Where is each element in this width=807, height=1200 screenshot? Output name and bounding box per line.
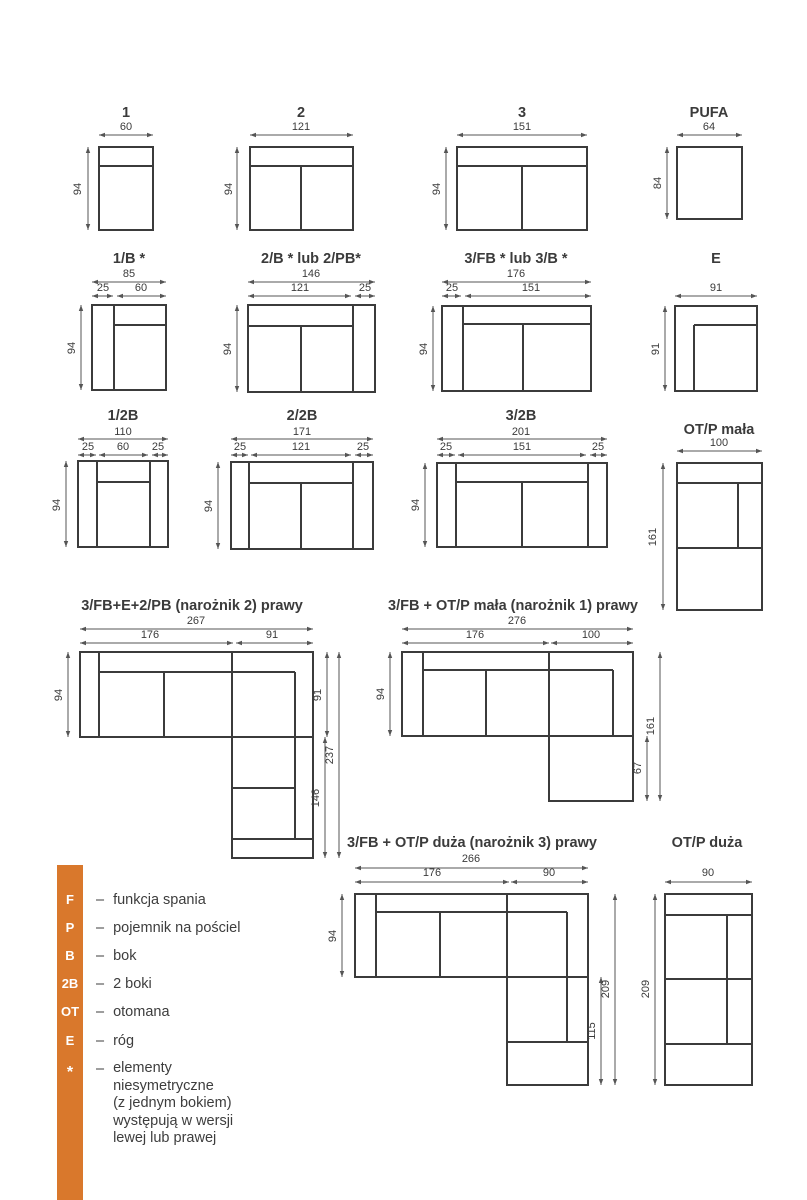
dim-arrow — [665, 147, 669, 153]
legend-key-e: E — [65, 1033, 75, 1048]
dim-label: 267 — [186, 615, 206, 627]
module-32b — [410, 408, 607, 547]
dim-arrow — [645, 795, 649, 801]
dim-arrow — [235, 224, 239, 230]
dim-arrow — [653, 1079, 657, 1085]
dim-label: 171 — [292, 426, 312, 438]
dim-label: 209 — [600, 979, 612, 999]
dim-arrow — [511, 880, 517, 884]
dim-label: 25 — [591, 441, 605, 453]
dim-arrow — [337, 852, 341, 858]
dim-label: 25 — [151, 441, 165, 453]
dim-arrow — [601, 453, 607, 457]
dim-arrow — [503, 880, 509, 884]
dim-label: 94 — [51, 498, 63, 512]
dim-label: 25 — [96, 282, 110, 294]
module-naroznik-1 — [375, 598, 662, 801]
dim-arrow — [107, 294, 113, 298]
dim-arrow — [325, 731, 329, 737]
module-e — [650, 251, 757, 391]
dim-arrow — [551, 641, 557, 645]
module-outline — [677, 147, 742, 219]
module-12b — [51, 408, 168, 547]
dim-arrow — [307, 627, 313, 631]
legend-desc-line: występują w wersji — [113, 1112, 234, 1129]
dim-arrow — [345, 294, 351, 298]
legend-desc: otomana — [113, 1004, 170, 1020]
dim-arrow — [340, 971, 344, 977]
dim-arrow — [79, 305, 83, 311]
dim-arrow — [677, 449, 683, 453]
dim-label: 266 — [461, 853, 481, 865]
legend-desc: 2 boki — [113, 976, 152, 992]
dim-arrow — [402, 627, 408, 631]
dim-arrow — [99, 133, 105, 137]
dim-arrow — [736, 133, 742, 137]
dim-label: 176 — [506, 268, 526, 280]
module-2b — [222, 251, 375, 392]
dim-arrow — [92, 294, 98, 298]
dim-label: 91 — [709, 282, 723, 294]
module-outline — [248, 305, 375, 392]
module-outline — [402, 652, 633, 801]
dim-arrow — [160, 280, 166, 284]
dim-arrow — [653, 894, 657, 900]
dim-arrow — [677, 133, 683, 137]
dim-label: 209 — [640, 979, 652, 999]
dim-arrow — [340, 894, 344, 900]
module-22b — [203, 408, 373, 549]
dim-arrow — [160, 294, 166, 298]
legend-desc-multiline — [113, 1060, 233, 1148]
dim-arrow — [162, 453, 168, 457]
dim-label: 121 — [290, 282, 310, 294]
dim-arrow — [457, 133, 463, 137]
dash: – — [96, 920, 105, 936]
dim-arrow — [345, 453, 351, 457]
dim-arrow — [99, 453, 105, 457]
dim-arrow — [355, 866, 361, 870]
dim-arrow — [80, 641, 86, 645]
dim-arrow — [582, 866, 588, 870]
dim-arrow — [585, 294, 591, 298]
legend-key-p: P — [65, 920, 75, 935]
module-outline — [99, 147, 153, 230]
module-1b — [66, 251, 166, 390]
dim-label: 25 — [81, 441, 95, 453]
dim-arrow — [627, 641, 633, 645]
dim-arrow — [658, 652, 662, 658]
dim-label: 94 — [418, 342, 430, 356]
dim-label: 91 — [312, 688, 324, 702]
dim-label: 91 — [650, 342, 662, 356]
dim-label: 90 — [701, 867, 715, 879]
dim-label: 121 — [291, 441, 311, 453]
dim-arrow — [665, 213, 669, 219]
dim-arrow — [613, 894, 617, 900]
dim-label: 60 — [119, 121, 133, 133]
dim-label: 176 — [422, 867, 442, 879]
dim-arrow — [658, 795, 662, 801]
dim-arrow — [661, 463, 665, 469]
dim-label: 176 — [140, 629, 160, 641]
dim-arrow — [465, 294, 471, 298]
dim-arrow — [231, 453, 237, 457]
module-title: E — [711, 251, 721, 267]
dim-arrow — [756, 449, 762, 453]
dash: – — [96, 892, 105, 908]
legend-desc-line: elementy — [113, 1060, 172, 1076]
dim-arrow — [307, 641, 313, 645]
dim-label: 94 — [327, 929, 339, 943]
module-otp-duza — [640, 835, 752, 1085]
legend-key-2b: 2B — [61, 976, 79, 991]
module-title: 1/B * — [112, 251, 146, 267]
dim-label: 94 — [375, 687, 387, 701]
module-outline — [78, 461, 168, 547]
dim-arrow — [543, 641, 549, 645]
dim-arrow — [66, 731, 70, 737]
module-naroznik-3 — [327, 835, 617, 1085]
dim-arrow — [423, 463, 427, 469]
dash: – — [96, 1033, 105, 1049]
dim-label: 94 — [72, 182, 84, 196]
dim-label: 91 — [265, 629, 279, 641]
dim-arrow — [80, 627, 86, 631]
dim-label: 60 — [134, 282, 148, 294]
dim-label: 67 — [632, 761, 644, 775]
dim-arrow — [216, 462, 220, 468]
dim-label: 90 — [542, 867, 556, 879]
dim-arrow — [431, 385, 435, 391]
dim-arrow — [665, 880, 671, 884]
dim-label: 94 — [53, 688, 65, 702]
module-otp-mala — [647, 422, 762, 610]
dim-arrow — [442, 294, 448, 298]
dim-arrow — [242, 453, 248, 457]
dim-arrow — [613, 1079, 617, 1085]
dim-arrow — [585, 280, 591, 284]
dim-arrow — [402, 641, 408, 645]
dim-arrow — [431, 306, 435, 312]
dim-label: 276 — [507, 615, 527, 627]
dim-arrow — [142, 453, 148, 457]
legend-item-2-boki — [96, 975, 152, 993]
dim-label: 94 — [203, 499, 215, 513]
dash: – — [96, 1004, 105, 1020]
dim-label: 60 — [116, 441, 130, 453]
module-title: 1/2B — [107, 408, 139, 424]
dim-label: 94 — [410, 498, 422, 512]
module-3fb — [418, 251, 591, 391]
dim-label: 151 — [521, 282, 541, 294]
legend-desc-line: (z jednym bokiem) — [113, 1095, 232, 1111]
dim-label: 201 — [511, 426, 531, 438]
legend-desc: bok — [113, 948, 137, 964]
module-title: 3/FB + OT/P mała (narożnik 1) prawy — [388, 598, 638, 614]
legend-desc-line: lewej lub prawej — [113, 1130, 217, 1146]
legend-item-bok — [96, 947, 136, 965]
legend-key-b: B — [65, 948, 75, 963]
module-3 — [431, 105, 587, 230]
dim-arrow — [236, 641, 242, 645]
legend-desc: pojemnik na pościel — [113, 920, 241, 936]
dim-arrow — [444, 147, 448, 153]
dim-label: 100 — [709, 437, 729, 449]
legend-key-f: F — [66, 892, 74, 907]
module-title: OT/P mała — [683, 422, 755, 438]
dim-arrow — [369, 294, 375, 298]
dash: – — [96, 1061, 105, 1077]
dim-arrow — [325, 652, 329, 658]
dim-arrow — [444, 224, 448, 230]
module-pufa — [652, 105, 742, 219]
legend-desc-line: niesymetryczne — [113, 1077, 214, 1094]
dim-label: 25 — [358, 282, 372, 294]
module-title: 2/2B — [286, 408, 318, 424]
dim-arrow — [582, 880, 588, 884]
module-title: 3/FB * lub 3/B * — [464, 251, 568, 267]
dim-arrow — [78, 453, 84, 457]
legend-item-otomana — [96, 1003, 170, 1021]
dim-arrow — [64, 461, 68, 467]
dim-arrow — [117, 294, 123, 298]
dim-arrow — [355, 294, 361, 298]
dim-arrow — [248, 280, 254, 284]
dim-arrow — [663, 306, 667, 312]
dim-label: 94 — [223, 182, 235, 196]
dim-label: 64 — [702, 121, 716, 133]
module-title: 3/FB + OT/P duża (narożnik 3) prawy — [347, 835, 597, 851]
legend-item-funkcja-spania — [96, 891, 206, 909]
dim-arrow — [645, 736, 649, 742]
module-naroznik-2 — [53, 598, 341, 858]
dim-arrow — [323, 852, 327, 858]
dim-arrow — [675, 294, 681, 298]
module-2 — [223, 105, 353, 230]
dim-arrow — [248, 294, 254, 298]
dim-arrow — [580, 453, 586, 457]
dim-label: 94 — [222, 342, 234, 356]
dim-label: 151 — [512, 121, 532, 133]
legend-desc: róg — [113, 1033, 135, 1049]
dim-arrow — [661, 604, 665, 610]
legend-key-ot: OT — [60, 1004, 80, 1019]
module-title: 2 — [296, 105, 306, 121]
module-title: PUFA — [689, 105, 729, 121]
dim-arrow — [590, 453, 596, 457]
dim-arrow — [66, 652, 70, 658]
module-title: 3/2B — [505, 408, 537, 424]
dim-arrow — [235, 305, 239, 311]
dim-arrow — [235, 386, 239, 392]
module-outline — [677, 463, 762, 610]
legend-item-asymmetric-note — [96, 1060, 233, 1148]
dim-label: 25 — [439, 441, 453, 453]
dim-label: 121 — [291, 121, 311, 133]
dim-arrow — [355, 880, 361, 884]
dim-label: 94 — [66, 341, 78, 355]
legend-item-pojemnik — [96, 919, 240, 937]
module-outline — [355, 894, 588, 1085]
legend-item-rog — [96, 1032, 134, 1050]
dim-arrow — [423, 541, 427, 547]
dim-arrow — [152, 453, 158, 457]
dim-arrow — [455, 294, 461, 298]
module-outline — [80, 652, 313, 858]
dim-label: 25 — [445, 282, 459, 294]
dim-label: 25 — [233, 441, 247, 453]
dim-label: 85 — [122, 268, 136, 280]
dim-label: 110 — [114, 426, 132, 438]
dim-label: 161 — [647, 527, 659, 547]
dim-arrow — [663, 385, 667, 391]
dim-arrow — [388, 652, 392, 658]
module-outline — [92, 305, 166, 390]
dim-label: 151 — [512, 441, 532, 453]
dim-arrow — [437, 453, 443, 457]
dash: – — [96, 948, 105, 964]
dim-label: 94 — [431, 182, 443, 196]
dim-arrow — [79, 384, 83, 390]
module-title: 1 — [121, 105, 131, 121]
dim-arrow — [147, 133, 153, 137]
dim-arrow — [323, 737, 327, 743]
dim-arrow — [251, 453, 257, 457]
dim-label: 146 — [301, 268, 321, 280]
dim-arrow — [64, 541, 68, 547]
module-outline — [675, 306, 757, 391]
module-outline — [665, 894, 752, 1085]
dim-arrow — [216, 543, 220, 549]
dim-label: 161 — [645, 716, 657, 736]
module-title: 3/FB+E+2/PB (narożnik 2) prawy — [81, 598, 303, 614]
legend-key-asterisk: * — [66, 1064, 74, 1081]
dim-arrow — [367, 453, 373, 457]
dim-arrow — [449, 453, 455, 457]
dash: – — [96, 976, 105, 992]
dim-label: 84 — [652, 176, 664, 190]
legend-desc: funkcja spania — [113, 892, 206, 908]
dim-arrow — [86, 224, 90, 230]
dim-label: 237 — [324, 745, 336, 765]
dim-label: 176 — [465, 629, 485, 641]
dim-arrow — [227, 641, 233, 645]
dim-arrow — [599, 1079, 603, 1085]
module-outline — [442, 306, 591, 391]
dim-arrow — [235, 147, 239, 153]
dim-arrow — [250, 133, 256, 137]
dim-label: 115 — [586, 1022, 598, 1040]
dim-arrow — [86, 147, 90, 153]
dim-arrow — [90, 453, 96, 457]
dim-arrow — [337, 652, 341, 658]
dim-arrow — [627, 627, 633, 631]
dim-label: 25 — [356, 441, 370, 453]
dim-label: 100 — [581, 629, 601, 641]
module-1 — [72, 105, 153, 230]
dim-label: 146 — [310, 788, 322, 808]
module-title: 3 — [517, 105, 527, 121]
dim-arrow — [751, 294, 757, 298]
dim-arrow — [581, 133, 587, 137]
dim-arrow — [458, 453, 464, 457]
dim-arrow — [355, 453, 361, 457]
module-title: OT/P duża — [671, 835, 743, 851]
dim-arrow — [746, 880, 752, 884]
module-title: 2/B * lub 2/PB* — [261, 251, 361, 267]
dim-arrow — [388, 730, 392, 736]
dim-arrow — [347, 133, 353, 137]
